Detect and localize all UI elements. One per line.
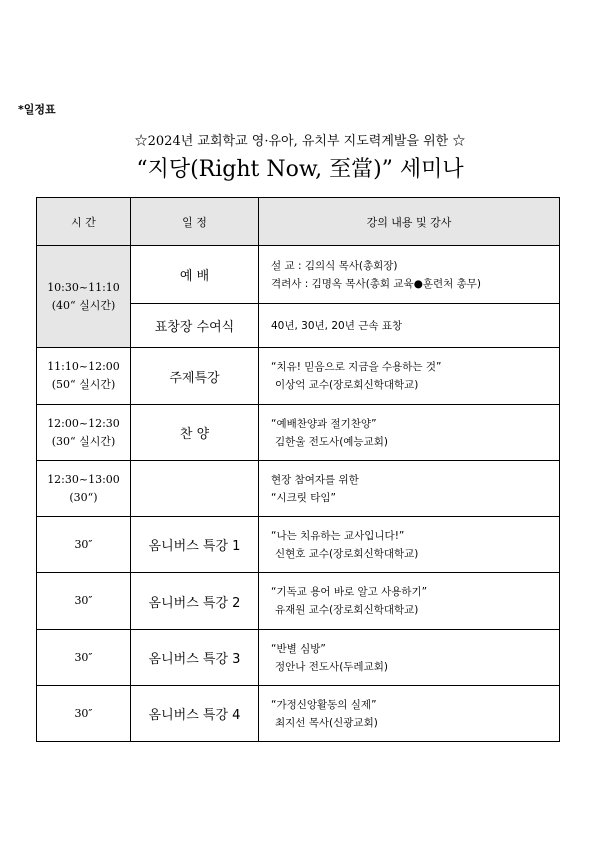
schedule-label: *일정표 [18, 103, 56, 116]
program-cell [131, 686, 259, 742]
table-row [37, 348, 560, 405]
program-cell [131, 573, 259, 630]
content-line: 김한울 전도사(예능교회) [275, 435, 388, 448]
program-name: 옴니버스 특강 4 [148, 708, 241, 723]
program-name: 예 배 [179, 269, 210, 284]
program-cell [131, 517, 259, 573]
content-line: “치유! 믿음으로 지금을 수용하는 것” [271, 361, 442, 373]
time-range: 30″ [74, 650, 93, 664]
time-range: 30″ [74, 706, 93, 720]
program-cell [131, 461, 259, 517]
content-cell [259, 517, 560, 573]
time-range: 30″ [74, 537, 93, 551]
time-duration: (40“ 실시간) [51, 298, 116, 312]
time-cell [37, 405, 131, 461]
table-row [37, 573, 560, 630]
header-program: 일 정 [131, 198, 259, 246]
content-line: “예배찬양과 절기찬양” [271, 417, 377, 430]
content-line: 유재원 교수(장로회신학대학교) [275, 604, 419, 616]
time-range: 30″ [74, 594, 93, 607]
content-cell [259, 246, 560, 304]
content-line: “반별 심방” [271, 642, 326, 655]
program-name: 옴니버스 특강 3 [148, 652, 241, 667]
table-row [37, 405, 560, 461]
time-cell [37, 461, 131, 517]
program-cell [131, 405, 259, 461]
content-line: 신현호 교수(장로회신학대학교) [275, 547, 419, 560]
content-line: “가정신앙활동의 실제” [271, 698, 377, 711]
program-cell [131, 304, 259, 348]
content-line: 최지선 목사(신광교회) [275, 716, 378, 729]
table-row [37, 686, 560, 742]
table-row [37, 246, 560, 304]
content-line: “기독교 용어 바로 알고 사용하기” [271, 586, 428, 598]
table-row [37, 517, 560, 573]
content-cell [259, 573, 560, 630]
program-name: 찬 양 [179, 427, 210, 442]
time-range: 11:10~12:00 [47, 360, 120, 373]
time-cell [37, 686, 131, 742]
time-range: 12:00~12:30 [47, 416, 120, 430]
program-name: 옴니버스 특강 2 [148, 595, 241, 611]
time-cell [37, 573, 131, 630]
content-line: 40년, 30년, 20년 근속 표창 [271, 319, 403, 332]
seminar-subtitle: ☆2024년 교회학교 영·유아, 유치부 지도력계발을 위한 ☆ [134, 134, 466, 149]
time-range: 12:30~13:00 [47, 472, 120, 486]
content-cell [259, 405, 560, 461]
schedule-table [36, 197, 560, 742]
content-cell [259, 630, 560, 686]
time-cell [37, 630, 131, 686]
header-content: 강의 내용 및 강사 [259, 198, 560, 246]
program-cell [131, 630, 259, 686]
program-cell [131, 348, 259, 405]
content-line: 격려사 : 김명옥 목사(총회 교육●훈련처 총무) [271, 277, 482, 290]
program-name: 주제특강 [169, 370, 220, 386]
header-time: 시 간 [37, 198, 131, 246]
time-cell [37, 246, 131, 348]
time-duration: (30“) [69, 490, 98, 504]
time-duration: (50“ 실시간) [51, 378, 116, 391]
content-cell [259, 348, 560, 405]
content-cell [259, 686, 560, 742]
content-line: 현장 참여자를 위한 [271, 473, 359, 486]
content-cell [259, 461, 560, 517]
content-line: 이상억 교수(장로회신학대학교) [275, 379, 419, 391]
content-cell [259, 304, 560, 348]
time-cell [37, 517, 131, 573]
table-row [37, 461, 560, 517]
table-header-row [37, 198, 560, 246]
content-line: “나는 치유하는 교사입니다!” [271, 529, 405, 542]
time-duration: (30“ 실시간) [51, 434, 116, 448]
program-name: 옴니버스 특강 1 [148, 539, 241, 554]
time-range: 10:30~11:10 [47, 280, 120, 294]
program-name: 표창장 수여식 [154, 320, 235, 335]
time-cell [37, 348, 131, 405]
seminar-title: “지당(Right Now, 至當)” 세미나 [136, 157, 464, 182]
content-line: 정안나 전도사(두레교회) [275, 660, 388, 673]
table-row [37, 630, 560, 686]
content-line: “시크릿 타임” [271, 491, 336, 504]
content-line: 설 교 : 김의식 목사(총회장) [271, 259, 398, 272]
program-cell [131, 246, 259, 304]
